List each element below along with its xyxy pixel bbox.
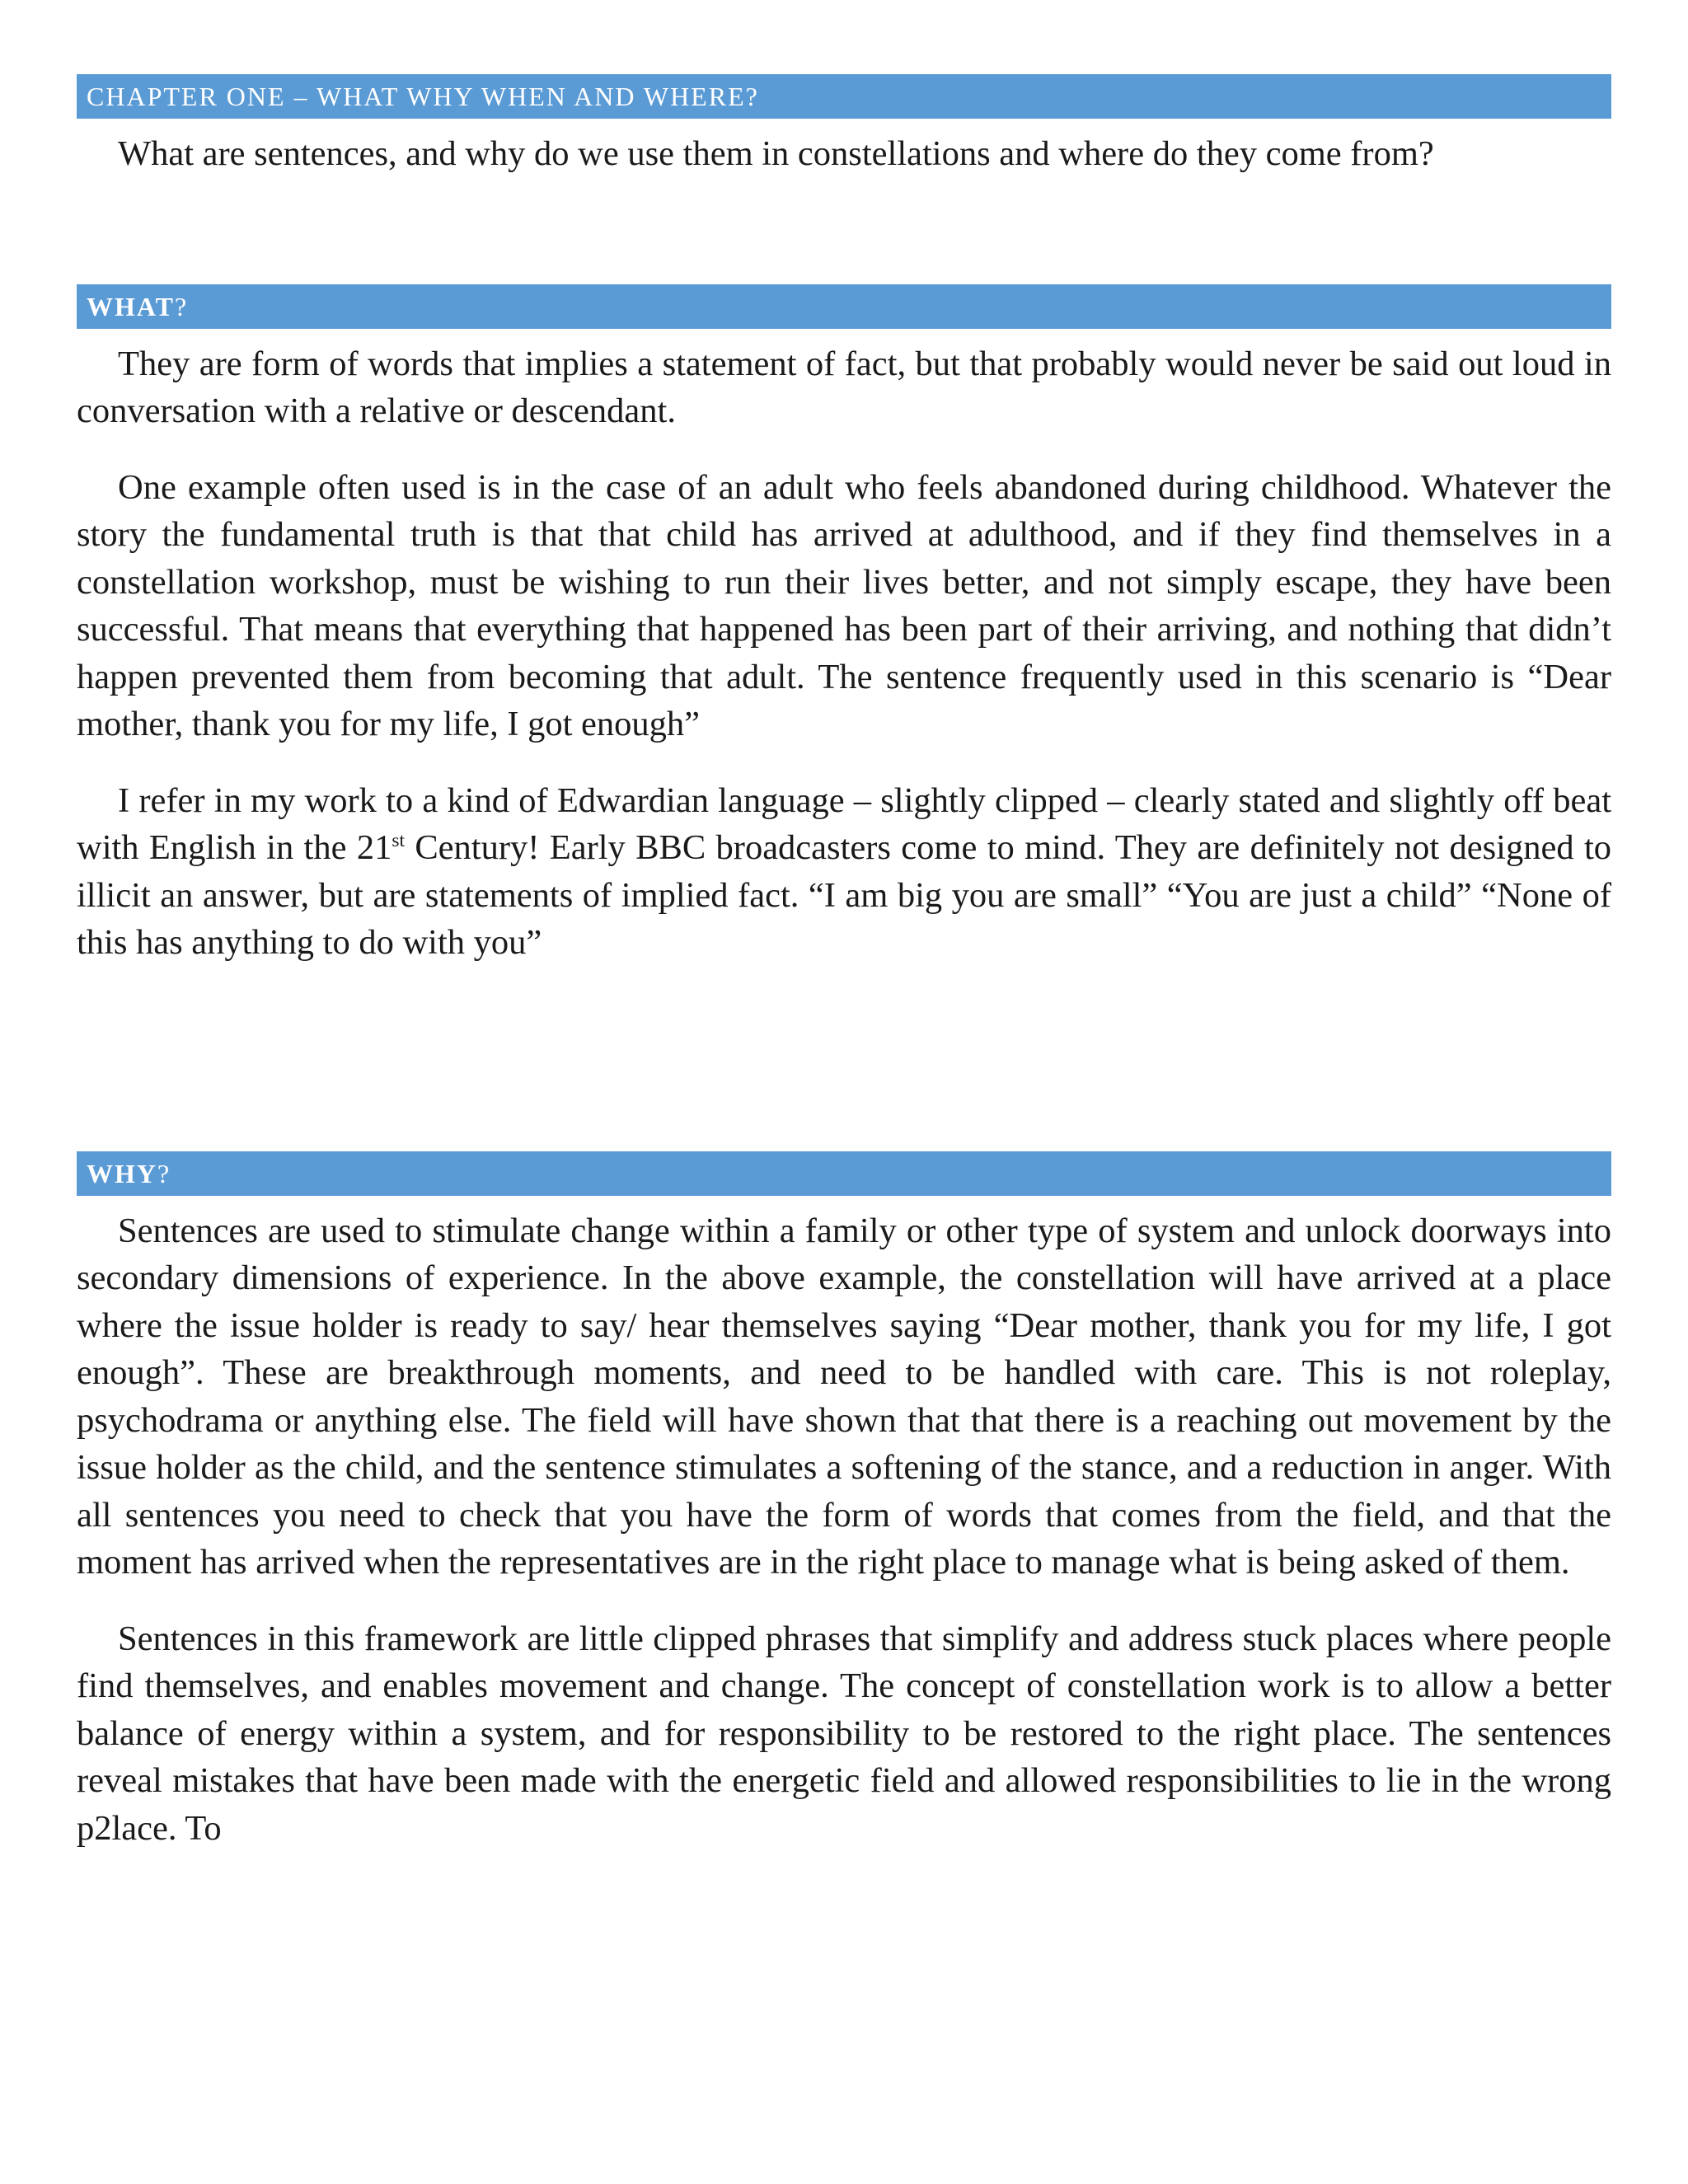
why-paragraph-1: Sentences are used to stimulate change within a family or other type of system and unlock doorways into secondary dimensions of experience. In the above example, the constellation will have arrived at a place where the issue holder is ready to say/ hear themselves saying “Dear mother, thank you for my life, I got enough”. These are breakthrough moments, and need to be handled with care. This is not roleplay, psychodrama or anything else. The field will have shown that that there is a reaching out movement by the issue holder as the child, and the sentence stimulates a softening of the stance, and a reduction in anger. With all sentences you need to check that you have the form of words that comes from the field, and that the moment has arrived when the representatives are in the right place to manage what is being asked of them. (77, 1211, 1611, 1582)
chapter-intro: What are sentences, and why do we use them in constellations and where do they come from? (118, 134, 1434, 173)
why-heading-bar (77, 1151, 1611, 1196)
what-heading-mark: ? (174, 291, 189, 321)
ordinal-suffix: st (392, 829, 405, 851)
why-paragraph-2: Sentences in this framework are little clipped phrases that simplify and address stuck places where people find themselves, and enables movement and change. The concept of constellation work is to allow a better balance of energy within a system, and for responsibility to be restored to the right place. The sentences reveal mistakes that have been made with the energetic field and allowed responsibilities to lie in the wrong p2lace. To (77, 1619, 1611, 1848)
what-paragraph-3 (77, 777, 1611, 967)
what-p3-text-end: Century! Early BBC broadcasters come to mind. They are definitely not designed to illicit an answer, but are statements of implied fact. “I am big you are small” “You are just a child” “None of this has anything to do with you” (77, 828, 1612, 962)
what-p3-text-start: I refer in my work to a kind of Edwardian language – slightly clipped – clearly stated and slightly off beat with English in the 21 (77, 780, 1611, 867)
why-heading-word: WHY (87, 1158, 157, 1188)
what-paragraph-2: One example often used is in the case of an adult who feels abandoned during childhood. Whatever the story the fundamental truth is that that child has arrived at adulthood, and if they find themselves in a constellation workshop, must be wishing to run their lives better, and not simply escape, they have been successful. That means that everything that happened has been part of their arriving, and nothing that didn’t happen prevented them from becoming that adult. The sentence frequently used in this scenario is “Dear mother, thank you for my life, I got enough” (77, 467, 1611, 743)
chapter-heading: CHAPTER ONE – WHAT WHY WHEN AND WHERE? (87, 82, 759, 111)
what-heading-word: WHAT (87, 291, 175, 321)
why-heading-mark: ? (157, 1158, 171, 1188)
document-page (77, 74, 1611, 1852)
what-paragraph-1: They are form of words that implies a statement of fact, but that probably would never be said out loud in conversation with a relative or descendant. (77, 344, 1611, 430)
chapter-heading-bar (77, 74, 1611, 119)
what-heading-bar (77, 284, 1611, 329)
